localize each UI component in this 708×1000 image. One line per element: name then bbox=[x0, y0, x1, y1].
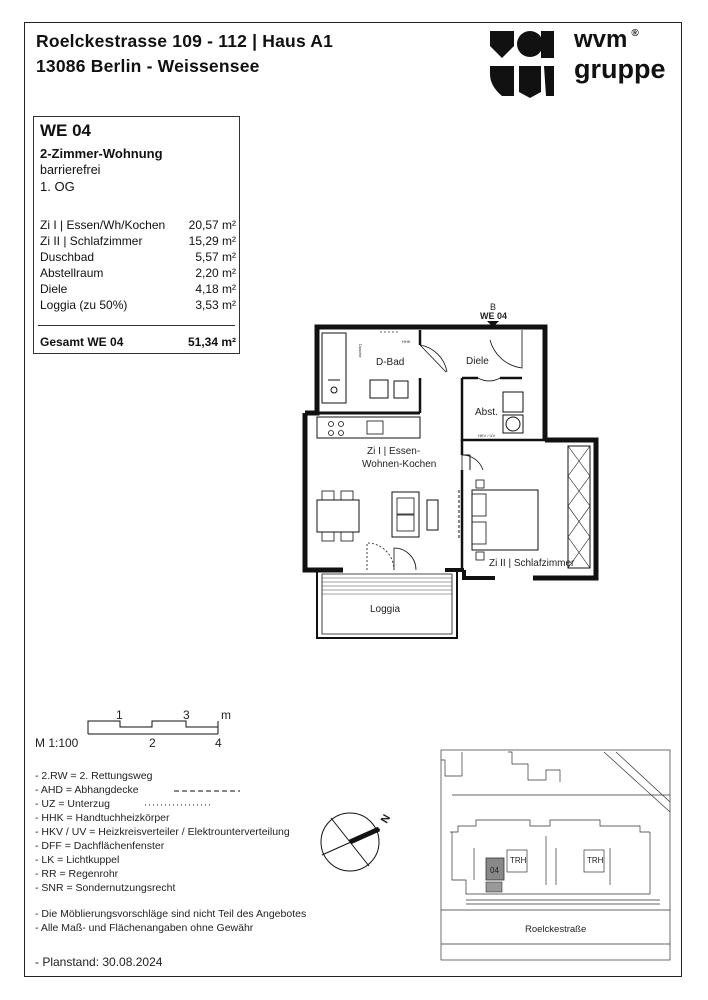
siteplan-street-label: Roelckestraße bbox=[525, 924, 587, 935]
unit-id: WE 04 bbox=[40, 121, 92, 140]
room-label-storage: Abst. bbox=[475, 407, 498, 418]
legend-item: - RR = Regenrohr bbox=[35, 868, 119, 880]
label-shower: Dusche bbox=[358, 344, 363, 358]
siteplan-unit-marker: 04 bbox=[490, 866, 499, 875]
address-line-1: Roelckestrasse 109 - 112 | Haus A1 bbox=[36, 31, 334, 51]
area-row: Zi II | Schlafzimmer 15,29 m² bbox=[40, 234, 236, 248]
scale-tick-1: 1 bbox=[116, 708, 123, 722]
siteplan-trh-1: TRH bbox=[510, 856, 527, 865]
area-row: Abstellraum 2,20 m² bbox=[40, 266, 236, 280]
scale-tick-4: 4 bbox=[215, 736, 222, 750]
logo-text-wvm: wvm ® bbox=[574, 26, 639, 53]
room-label-bedroom: Zi II | Schlafzimmer bbox=[489, 558, 575, 569]
total-row: Gesamt WE 04 51,34 m² bbox=[40, 335, 236, 349]
room-label-bath: D-Bad bbox=[376, 357, 405, 368]
unit-floor: 1. OG bbox=[40, 179, 75, 194]
entrance-unit: WE 04 bbox=[480, 311, 508, 321]
siteplan-trh-2: TRH bbox=[587, 856, 604, 865]
unit-type: 2-Zimmer-Wohnung bbox=[40, 146, 163, 161]
address-line-2: 13086 Berlin - Weissensee bbox=[36, 56, 260, 76]
scale-unit: m bbox=[221, 708, 231, 722]
compass-north-label: N bbox=[378, 812, 394, 826]
area-row: Duschbad 5,57 m² bbox=[40, 250, 236, 264]
legend-item: - DFF = Dachflächenfenster bbox=[35, 840, 165, 852]
legend-item: - HHK = Handtuchheizkörper bbox=[35, 812, 170, 824]
area-row: Zi I | Essen/Wh/Kochen 20,57 m² bbox=[40, 218, 236, 232]
planstand: - Planstand: 30.08.2024 bbox=[35, 955, 163, 969]
unit-access: barrierefrei bbox=[40, 163, 101, 177]
scale-tick-2: 2 bbox=[149, 736, 156, 750]
room-label-living-1: Zi I | Essen- bbox=[367, 446, 421, 457]
legend-item: - LK = Lichtkuppel bbox=[35, 854, 120, 866]
logo-text-gruppe: gruppe bbox=[574, 54, 666, 84]
area-row: Loggia (zu 50%) 3,53 m² bbox=[40, 298, 236, 312]
legend-item: - AHD = Abhangdecke bbox=[35, 784, 139, 796]
legend-item: - UZ = Unterzug bbox=[35, 798, 110, 810]
entrance-letter: B bbox=[490, 302, 497, 312]
label-hhk: HHK bbox=[402, 339, 411, 344]
room-label-living-2: Wohnen-Kochen bbox=[362, 459, 437, 470]
room-label-hall: Diele bbox=[466, 356, 489, 367]
note-item: - Alle Maß- und Flächenangaben ohne Gewähr bbox=[35, 922, 254, 934]
scale-tick-3: 3 bbox=[183, 708, 190, 722]
note-item: - Die Möblierungsvorschläge sind nicht Teil des Angebotes bbox=[35, 908, 307, 920]
legend-item: - SNR = Sondernutzungsrecht bbox=[35, 882, 176, 894]
room-label-loggia: Loggia bbox=[370, 604, 401, 615]
scale-label: M 1:100 bbox=[35, 736, 79, 750]
label-hkv: HKV / UV bbox=[478, 433, 496, 438]
legend-item: - HKV / UV = Heizkreisverteiler / Elektrounterverteilung bbox=[35, 826, 290, 838]
area-row: Diele 4,18 m² bbox=[40, 282, 236, 296]
legend-item: - 2.RW = 2. Rettungsweg bbox=[35, 770, 153, 782]
